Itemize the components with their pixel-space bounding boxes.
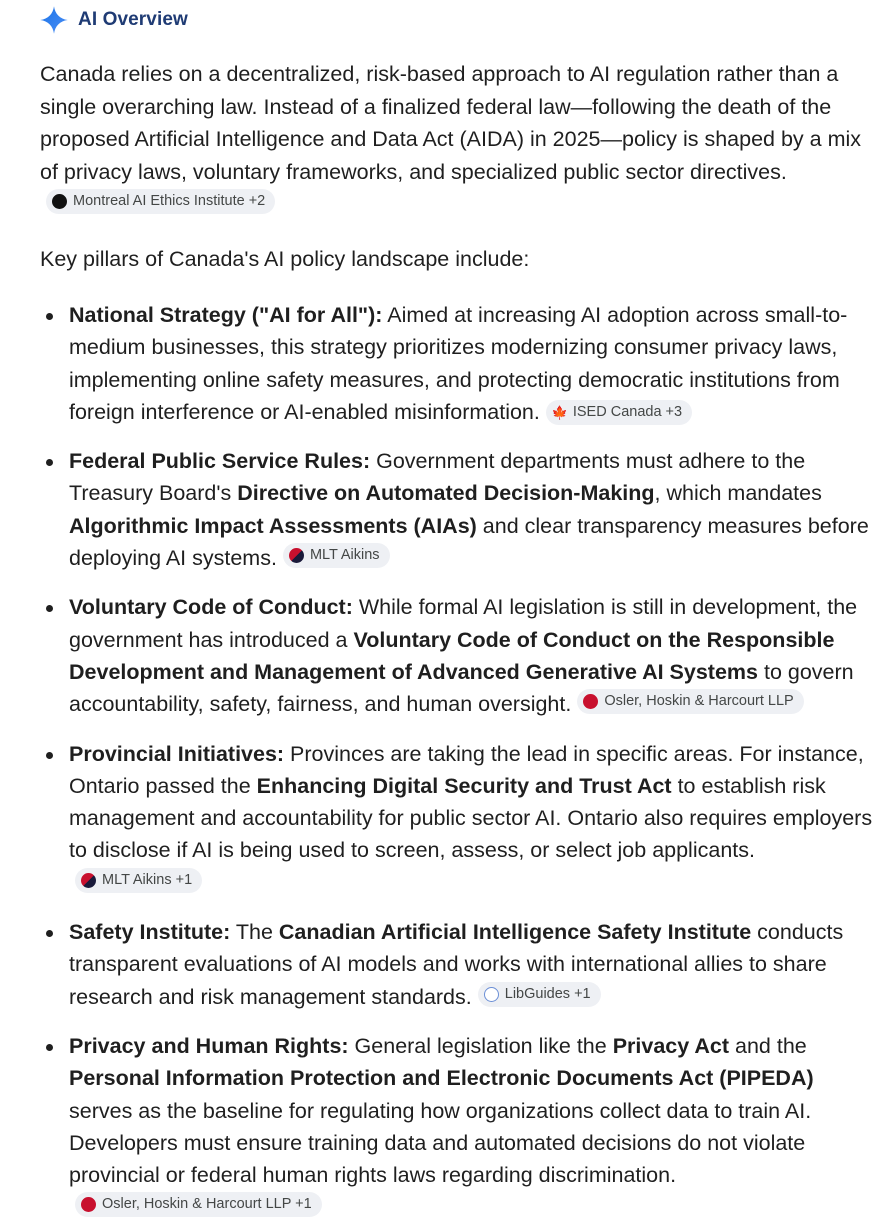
pillars-list — [40, 299, 874, 1224]
pillar-text: , which mandates — [654, 481, 822, 506]
pillar-text: serves as the baseline for regulating how organizations collect data to train AI. Developers must ensure training data and automated decisions do not violate provincial or federal human rights laws regarding discrimination. — [69, 1098, 812, 1188]
source-chip-label: ISED Canada +3 — [572, 403, 683, 420]
pillar-title: Voluntary Code of Conduct: — [69, 595, 353, 620]
source-chip-label: LibGuides +1 — [504, 985, 591, 1002]
bullet-icon — [46, 752, 53, 759]
bullet-icon — [46, 930, 53, 937]
source-chip-label: Osler, Hoskin & Harcourt LLP — [604, 693, 794, 710]
source-chip[interactable] — [75, 1192, 322, 1217]
pillar-text: Provinces are taking the lead in specific areas. For instance, Ontario passed the — [69, 741, 864, 798]
pillar-emphasis: Algorithmic Impact Assessments (AIAs) — [69, 513, 477, 538]
montreal-ai-ethics-logo-icon — [52, 194, 67, 209]
pillar-title: Safety Institute: — [69, 920, 231, 945]
bullet-icon — [46, 459, 53, 466]
pillar-emphasis: Voluntary Code of Conduct on the Responsible Development and Management of Advanced Generative AI Systems — [69, 627, 835, 684]
pillar-emphasis: Directive on Automated Decision-Making — [237, 481, 655, 506]
ai-overview-header — [40, 0, 874, 40]
osler-logo-icon — [583, 694, 598, 709]
pillar-text: and clear transparency measures before deploying AI systems. — [69, 513, 869, 571]
source-chip-label: Osler, Hoskin & Harcourt LLP +1 — [102, 1196, 312, 1213]
pillar-text: Government departments must adhere to the Treasury Board's — [69, 449, 806, 506]
pillar-title: Provincial Initiatives: — [69, 741, 285, 766]
source-chip[interactable] — [75, 868, 202, 893]
source-chip-label: MLT Aikins — [309, 547, 380, 564]
globe-icon — [484, 987, 499, 1002]
pillar-text: to govern accountability, safety, fairness, and human oversight. — [69, 659, 854, 717]
list-item — [40, 738, 874, 899]
source-chip[interactable] — [283, 543, 390, 568]
pillar-text: General legislation like the — [348, 1033, 613, 1058]
maple-leaf-icon: 🍁 — [551, 404, 569, 420]
bullet-icon — [46, 605, 53, 612]
pillar-emphasis: Personal Information Protection and Electronic Documents Act (PIPEDA) — [69, 1066, 814, 1091]
pillar-text: Aimed at increasing AI adoption across small-to-medium businesses, this strategy prioritizes modernizing consumer privacy laws, implementing online safety measures, and protecting democratic institutions from foreign interference or AI-enabled misinformation. — [69, 303, 848, 424]
list-item — [40, 445, 874, 574]
pillar-text: While formal AI legislation is still in development, the government has introduced a — [69, 595, 858, 652]
pillar-text: conducts transparent evaluations of AI models and works with international allies to share research and risk management standards. — [69, 920, 844, 1009]
intro-paragraph — [40, 58, 874, 221]
source-chip[interactable] — [546, 400, 692, 425]
pillar-emphasis: Privacy Act — [612, 1033, 730, 1058]
list-item — [40, 1030, 874, 1224]
pillar-title: Federal Public Service Rules: — [69, 449, 371, 474]
bullet-icon — [46, 1044, 53, 1051]
list-item — [40, 916, 874, 1013]
mlt-aikins-logo-icon — [81, 873, 96, 888]
list-item — [40, 299, 874, 428]
mlt-aikins-logo-icon — [289, 548, 304, 563]
pillar-title: National Strategy ("AI for All"): — [69, 303, 383, 327]
pillar-text: and the — [729, 1033, 807, 1058]
pillar-title: Privacy and Human Rights: — [69, 1033, 349, 1058]
source-chip[interactable] — [577, 689, 803, 714]
sparkle-icon — [38, 4, 70, 36]
intro-text: Canada relies on a decentralized, risk-based approach to AI regulation rather than a single overarching law. Instead of a finalized federal law—following the death of the proposed Artificial Intelligence and Data Act (AIDA) in 2025—policy is shaped by a mix of privacy laws, voluntary frameworks, and specialized public sector directives. — [40, 62, 862, 184]
pillar-emphasis: Enhancing Digital Security and Trust Act — [256, 773, 672, 798]
ai-overview-title: AI Overview — [78, 9, 188, 30]
pillar-text: to establish risk management and accountability for public sector AI. Ontario also requires employers to disclose if AI is being used to screen, assess, or select job applicants. — [69, 773, 873, 863]
list-item — [40, 591, 874, 720]
bullet-icon — [46, 313, 53, 320]
source-chip[interactable] — [46, 189, 275, 214]
source-chip-label: Montreal AI Ethics Institute +2 — [73, 193, 266, 209]
pillar-text: The — [230, 920, 279, 945]
pillar-emphasis: Canadian Artificial Intelligence Safety Institute — [278, 920, 752, 945]
pillars-intro: Key pillars of Canada's AI policy landscape include: — [40, 246, 530, 271]
source-chip[interactable] — [478, 982, 601, 1007]
source-chip-label: MLT Aikins +1 — [102, 871, 193, 888]
